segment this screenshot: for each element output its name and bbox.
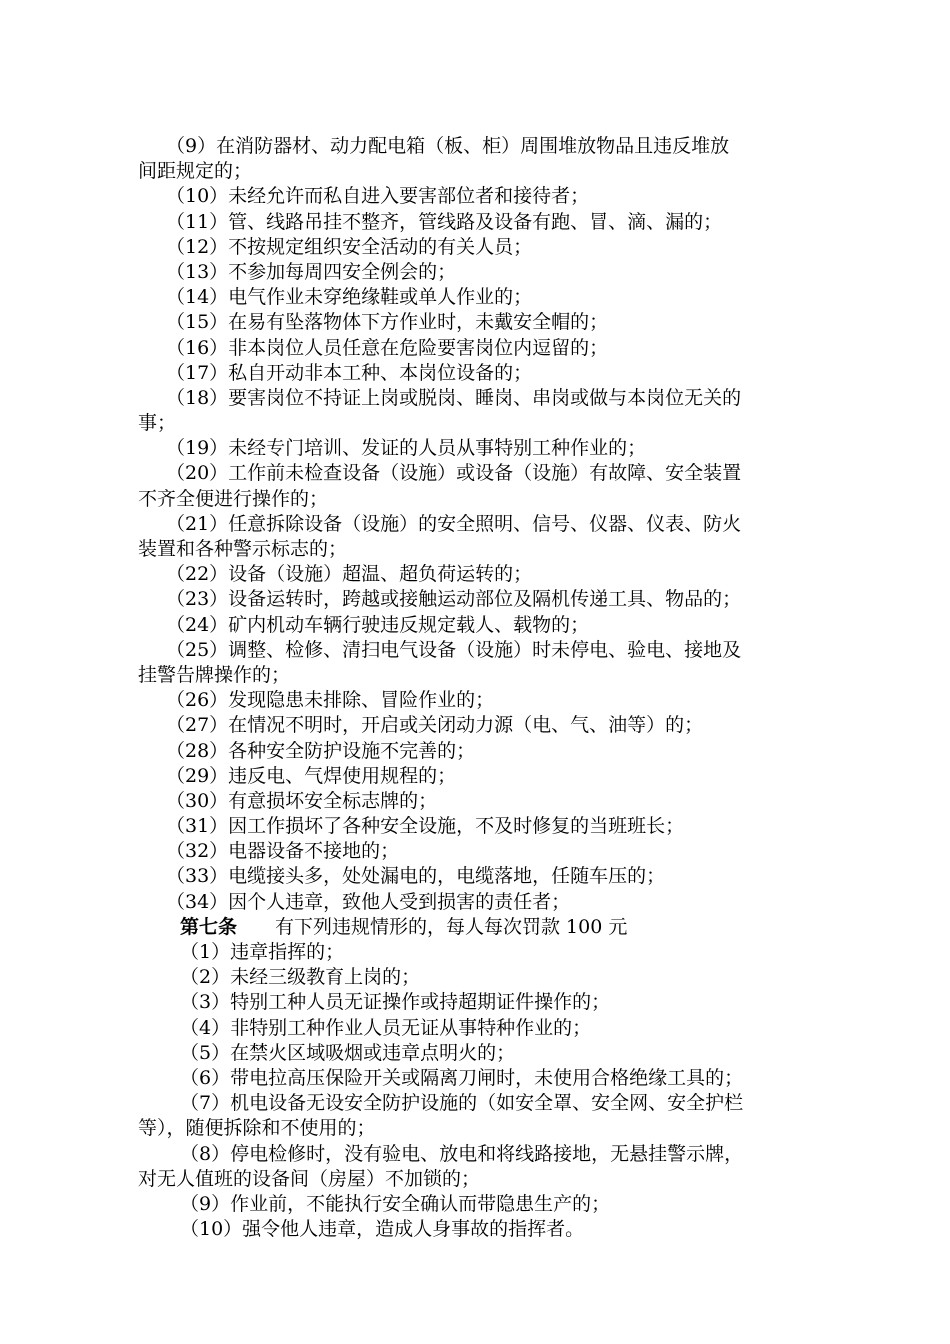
clause-line: （1）违章指挥的； (180, 941, 345, 963)
clause-line: （32）电器设备不接地的； (166, 840, 400, 863)
clause-line: （8）停电检修时，没有验电、放电和将线路接地，无悬挂警示牌， (180, 1142, 744, 1165)
clause-line: （31）因工作损坏了各种安全设施，不及时修复的当班班长； (166, 815, 685, 838)
clause-line: （16）非本岗位人员任意在危险要害岗位内逗留的； (166, 336, 609, 359)
clause-line: （2）未经三级教育上岗的； (180, 966, 421, 989)
clause-line: 挂警告牌操作的； (138, 663, 291, 686)
clause-line: （20）工作前未检查设备（设施）或设备（设施）有故障、安全装置 (166, 462, 742, 485)
clause-line: 不齐全便进行操作的； (138, 487, 329, 510)
clause-line: （10）强令他人违章，造成人身事故的指挥者。 (180, 1218, 585, 1241)
document-body (138, 134, 838, 1242)
clause-line: （22）设备（设施）超温、超负荷运转的； (166, 563, 533, 586)
clause-line: （11）管、线路吊挂不整齐，管线路及设备有跑、冒、滴、漏的； (166, 210, 723, 233)
clause-line: （29）违反电、气焊使用规程的； (166, 764, 457, 787)
clause-line: （23）设备运转时，跨越或接触运动部位及隔机传递工具、物品的； (166, 588, 742, 611)
clause-line: （12）不按规定组织安全活动的有关人员； (166, 235, 533, 258)
clause-line: （6）带电拉高压保险开关或隔离刀闸时，未使用合格绝缘工具的； (180, 1066, 744, 1089)
article-label: 第七条 (180, 915, 238, 938)
clause-line: （15）在易有坠落物体下方作业时，未戴安全帽的； (166, 311, 609, 334)
clause-line: （26）发现隐患未排除、冒险作业的； (166, 689, 495, 712)
clause-line: （10）未经允许而私自进入要害部位者和接待者； (166, 185, 590, 208)
article-heading (138, 915, 838, 940)
clause-line: （18）要害岗位不持证上岗或脱岗、睡岗、串岗或做与本岗位无关的 (166, 386, 742, 409)
clause-line: （9）作业前，不能执行安全确认而带隐患生产的； (180, 1192, 611, 1215)
clause-line: （28）各种安全防护设施不完善的； (166, 739, 476, 762)
clause-line: （27）在情况不明时，开启或关闭动力源（电、气、油等）的； (166, 714, 704, 737)
clause-line: （30）有意损坏安全标志牌的； (166, 789, 438, 812)
clause-line: （19）未经专门培训、发证的人员从事特别工种作业的； (166, 437, 647, 460)
clause-line: 等），随便拆除和不使用的； (138, 1117, 376, 1140)
clause-line: （3）特别工种人员无证操作或持超期证件操作的； (180, 991, 611, 1014)
clause-line: （4）非特别工种作业人员无证从事特种作业的； (180, 1016, 592, 1039)
clause-line: （7）机电设备无设安全防护设施的（如安全罩、安全网、安全护栏 (180, 1092, 744, 1115)
clause-line: （24）矿内机动车辆行驶违反规定载人、载物的； (166, 613, 590, 636)
clause-line: （5）在禁火区域吸烟或违章点明火的； (180, 1041, 516, 1064)
clause-line: （17）私自开动非本工种、本岗位设备的； (166, 361, 533, 384)
clause-line: （14）电气作业未穿绝缘鞋或单人作业的； (166, 286, 533, 309)
article-text: 有下列违规情形的，每人每次罚款 100 元 (275, 915, 628, 938)
clause-line: 间距规定的； (138, 160, 253, 183)
clause-line: （25）调整、检修、清扫电气设备（设施）时未停电、验电、接地及 (166, 638, 742, 661)
clause-line: 装置和各种警示标志的； (138, 538, 348, 560)
clause-line: 事； (138, 412, 177, 435)
clause-line: （13）不参加每周四安全例会的； (166, 260, 457, 283)
clause-line: 对无人值班的设备间（房屋）不加锁的； (138, 1167, 481, 1190)
clause-line: （21）任意拆除设备（设施）的安全照明、信号、仪器、仪表、防火 (166, 512, 742, 535)
clause-line: （34）因个人违章，致他人受到损害的责任者； (166, 890, 571, 913)
clause-line: （9）在消防器材、动力配电箱（板、柜）周围堆放物品且违反堆放 (166, 135, 730, 157)
clause-line: （33）电缆接头多，处处漏电的，电缆落地，任随车压的； (166, 865, 666, 888)
